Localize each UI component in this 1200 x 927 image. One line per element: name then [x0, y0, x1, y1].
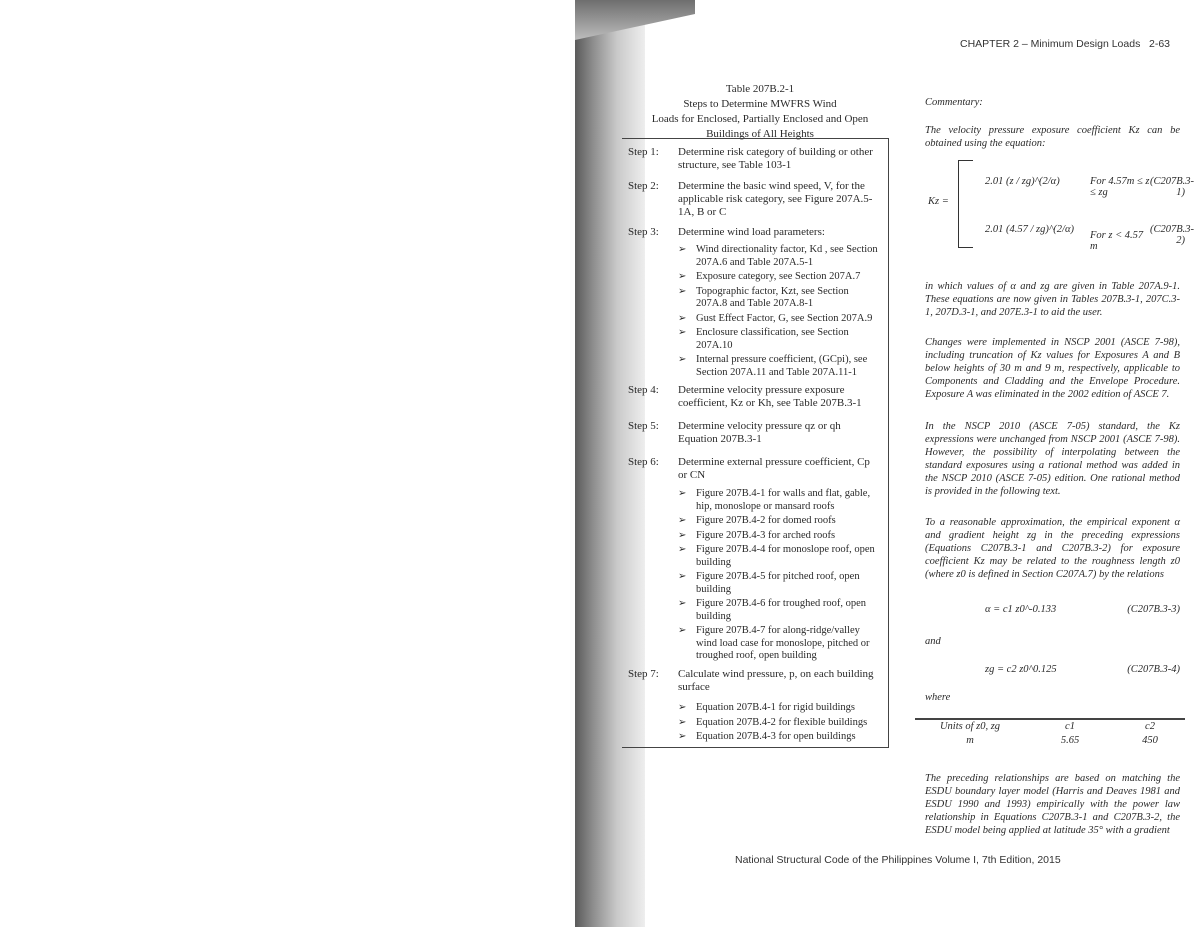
commentary-heading: Commentary:: [925, 97, 983, 108]
equation-ref: (C207B.3-1): [1150, 176, 1195, 198]
list-item: ➢ Topographic factor, Kzt, see Section 207A.8 and Table 207A.8-1: [678, 286, 878, 311]
equation-ref: (C207B.3-2): [1150, 224, 1195, 246]
step7-bullet-list: [678, 702, 878, 746]
table-title-line2: Loads for Enclosed, Partially Enclosed and Open: [651, 113, 869, 125]
equation: zg = c2 z0^0.125: [985, 664, 1057, 675]
step-text: Determine velocity pressure qz or qh Equation 207B.3-1: [678, 420, 841, 445]
table-title-line1: Steps to Determine MWFRS Wind: [683, 98, 837, 110]
equation: 2.01 (4.57 / zg)^(2/α): [985, 224, 1074, 235]
list-item: ➢ Figure 207B.4-5 for pitched roof, open building: [678, 571, 878, 596]
step-label: Step 1:: [628, 146, 659, 158]
list-item: ➢ Gust Effect Factor, G, see Section 207A.9: [678, 313, 878, 326]
table-header: c1: [1065, 721, 1075, 732]
list-item: ➢ Equation 207B.4-3 for open buildings: [678, 731, 878, 744]
page-number: 2-63: [1148, 38, 1170, 50]
page-header: [960, 38, 1170, 50]
list-item: ➢ Figure 207B.4-7 for along-ridge/valley wind load case for monoslope, pitched or troughed roof, open building: [678, 625, 878, 663]
step3-bullet-list: [678, 244, 878, 381]
table-title-line3: Buildings of All Heights: [706, 128, 814, 140]
table-cell: m: [966, 735, 974, 746]
commentary-paragraph: Changes were implemented in NSCP 2001 (ASCE 7-98), including truncation of Kz values for Exposures A and B below heights of 30 m and 9 m, respectively, applicable to Components and Cladding and the Envelope Procedure. Exposure A was eliminated in the 2002 edition of ASCE 7.: [925, 337, 1180, 400]
list-item: ➢ Enclosure classification, see Section 207A.10: [678, 327, 878, 352]
table-header-row: [915, 720, 1185, 734]
list-item: ➢ Figure 207B.4-3 for arched roofs: [678, 530, 878, 543]
commentary-paragraph: The preceding relationships are based on matching the ESDU boundary layer model (Harris and Deaves 1981 and ESDU 1990 and 1993) empirically with the power law relationship in Equations C207B.3-1 and C207B.3-2, the ESDU model being applied at latitude 35° with a gradient: [925, 773, 1180, 836]
list-item: ➢ Figure 207B.4-4 for monoslope roof, open building: [678, 544, 878, 569]
step-text: Determine velocity pressure exposure coefficient, Kz or Kh, see Table 207B.3-1: [678, 384, 862, 409]
step-text: Determine risk category of building or other structure, see Table 103-1: [678, 146, 873, 171]
table-row: [915, 734, 1185, 748]
table-header: c2: [1145, 721, 1155, 732]
commentary-paragraph: In the NSCP 2010 (ASCE 7-05) standard, the Kz expressions were unchanged from NSCP 2001 (ASCE 7-98). However, the possibility of interpolating between the standard exposures using a rational method was added in the NSCP 2010 (ASCE 7-05) edition. One rational method is provided in the following text.: [925, 421, 1180, 497]
equation-brace: [958, 160, 973, 248]
commentary-paragraph: To a reasonable approximation, the empirical exponent α and gradient height zg in the preceding expressions (Equations C207B.3-1 and C207B.3-2) for exposure coefficient Kz may be related to the roughness length z0 (where z0 is defined in Section C207A.7) by the relations: [925, 517, 1180, 580]
equation-lhs: Kz =: [928, 196, 949, 207]
chapter-title: CHAPTER 2 – Minimum Design Loads: [960, 38, 1141, 50]
equation-ref: (C207B.3-3): [1127, 604, 1180, 615]
list-item: ➢ Equation 207B.4-2 for flexible buildings: [678, 717, 878, 730]
list-item: ➢ Exposure category, see Section 207A.7: [678, 271, 878, 284]
equation-condition: For 4.57m ≤ z ≤ zg: [1090, 176, 1150, 198]
table-caption: [620, 82, 900, 142]
page-footer: National Structural Code of the Philippines Volume I, 7th Edition, 2015: [735, 854, 1061, 866]
step-label: Step 3:: [628, 226, 659, 238]
equation-condition: For z < 4.57 m: [1090, 230, 1144, 252]
coefficient-table: [915, 718, 1185, 748]
equation: 2.01 (z / zg)^(2/α): [985, 176, 1060, 187]
step-label: Step 7:: [628, 668, 659, 680]
list-item: ➢ Internal pressure coefficient, (GCpi), see Section 207A.11 and Table 207A.11-1: [678, 354, 878, 379]
table-header: Units of z0, zg: [939, 721, 1001, 732]
equation-ref: (C207B.3-4): [1127, 664, 1180, 675]
list-item: ➢ Wind directionality factor, Kd , see Section 207A.6 and Table 207A.5-1: [678, 244, 878, 269]
step-text: Calculate wind pressure, p, on each building surface: [678, 668, 874, 693]
equation: α = c1 z0^-0.133: [985, 604, 1057, 615]
commentary-paragraph: in which values of α and zg are given in Table 207A.9-1. These equations are now given in Tables 207B.3-1, 207C.3-1, 207D.3-1, and 207E.3-1 to aid the user.: [925, 281, 1180, 318]
step-text: Determine external pressure coefficient, Cp or CN: [678, 456, 870, 481]
table-cell: 450: [1142, 735, 1158, 746]
step-label: Step 4:: [628, 384, 659, 396]
step-text: Determine wind load parameters:: [678, 226, 825, 238]
list-item: ➢ Figure 207B.4-6 for troughed roof, open building: [678, 598, 878, 623]
step6-bullet-list: [678, 488, 878, 665]
step-label: Step 6:: [628, 456, 659, 468]
step-label: Step 2:: [628, 180, 659, 192]
list-item: ➢ Figure 207B.4-2 for domed roofs: [678, 515, 878, 528]
commentary-paragraph: The velocity pressure exposure coefficient Kz can be obtained using the equation:: [925, 125, 1180, 149]
and-label: and: [925, 636, 941, 647]
table-cell: 5.65: [1060, 735, 1080, 746]
list-item: ➢ Equation 207B.4-1 for rigid buildings: [678, 702, 878, 715]
table-number: Table 207B.2-1: [725, 83, 795, 95]
step-label: Step 5:: [628, 420, 659, 432]
where-label: where: [925, 692, 951, 703]
list-item: ➢ Figure 207B.4-1 for walls and flat, gable, hip, monoslope or mansard roofs: [678, 488, 878, 513]
step-text: Determine the basic wind speed, V, for the applicable risk category, see Figure 207A.5-1A, B or C: [678, 180, 873, 218]
